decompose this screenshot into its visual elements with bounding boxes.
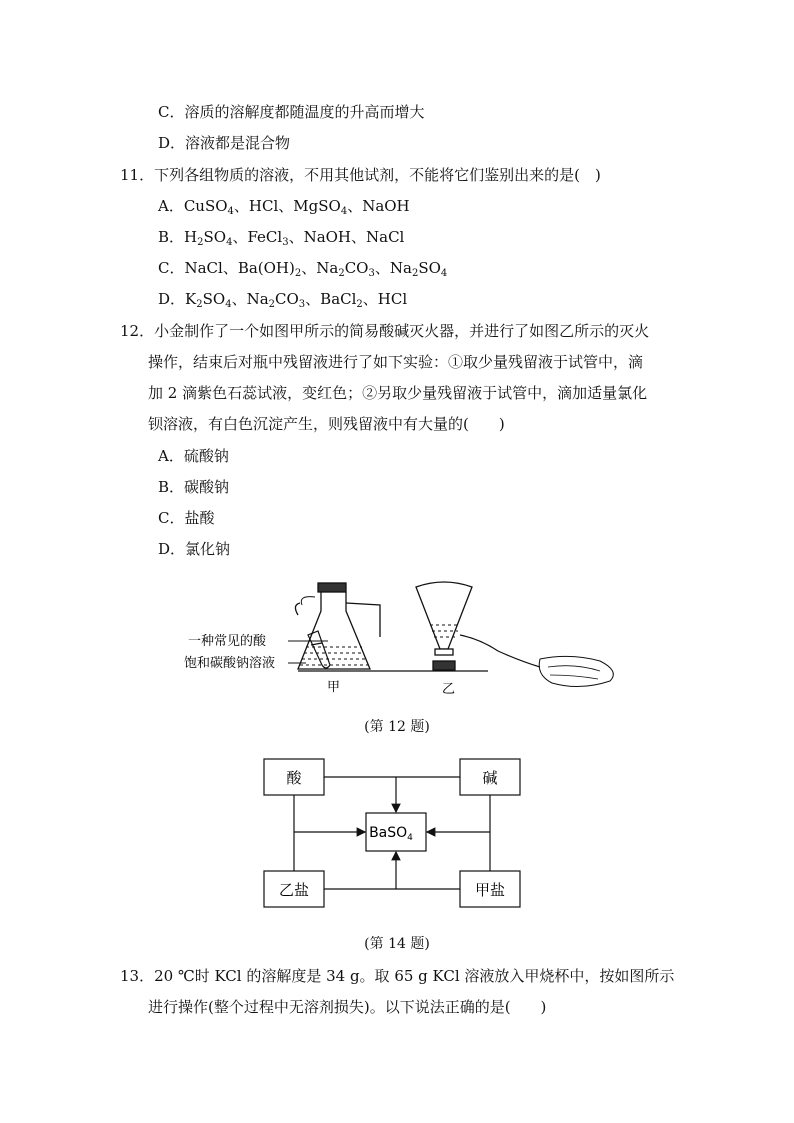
label-solution: 饱和碳酸钠溶液 (184, 656, 276, 671)
option-b-q11: B．$H_2SO_4$、FeCl$_3$、NaOH、NaCl (158, 228, 405, 248)
label-yi: 乙 (442, 682, 456, 697)
flask-yi (416, 582, 472, 670)
question-12-line4: 钡溶液，有白色沉淀产生，则残留液中有大量的( ) (148, 415, 505, 433)
box-base: 碱 (482, 769, 498, 787)
question-13-line1: 13．20 ℃时 KCl 的溶解度是 34 g。取 65 g KCl 溶液放入甲烧杯中，按如图所示 (120, 967, 675, 985)
question-13-line2: 进行操作(整个过程中无溶剂损失)。以下说法正确的是( ) (148, 998, 547, 1016)
question-11-stem: 11．下列各组物质的溶液，不用其他试剂，不能将它们鉴别出来的是( ) (120, 166, 601, 184)
box-acid: 酸 (286, 769, 302, 787)
question-12-line2: 操作，结束后对瓶中残留液进行了如下实验：①取少量残留液于试管中，滴 (148, 353, 644, 371)
option-d-q12: D．氯化钠 (158, 540, 231, 558)
box-salt-jia: 甲盐 (474, 881, 506, 899)
figure-12-apparatus (180, 575, 630, 700)
box-salt-yi: 乙盐 (278, 881, 310, 899)
question-12-line3: 加 2 滴紫色石蕊试液，变红色；②另取少量残留液于试管中，滴加适量氯化 (148, 384, 648, 402)
box-baso4: BaSO$_4$ (369, 825, 413, 843)
flask-jia (295, 583, 380, 669)
option-a-q12: A．硫酸钠 (158, 447, 229, 465)
question-12-line1: 12．小金制作了一个如图甲所示的简易酸碱灭火器，并进行了如图乙所示的灭火 (120, 322, 650, 340)
figure-14-caption: (第 14 题) (364, 936, 430, 952)
label-acid: 一种常见的酸 (188, 634, 267, 649)
figure-12-caption: (第 12 题) (364, 719, 430, 735)
option-d-q11: D．$K_2SO_4$、$Na_2CO_3$、BaCl$_2$、HCl (158, 290, 408, 310)
label-jia: 甲 (327, 680, 341, 695)
option-a-q11: A．CuSO$_4$、HCl、MgSO$_4$、NaOH (158, 197, 410, 217)
option-c-q11: C．NaCl、$Ba(OH)_2$、$Na_2CO_3$、$Na_2SO_4$ (158, 259, 448, 279)
option-d-q10: D．溶液都是混合物 (158, 134, 291, 152)
option-c-q10: C．溶质的溶解度都随温度的升高而增大 (158, 103, 425, 121)
figure-14-diagram (260, 755, 530, 915)
option-b-q12: B．碳酸钠 (158, 478, 230, 496)
option-c-q12: C．盐酸 (158, 509, 215, 527)
